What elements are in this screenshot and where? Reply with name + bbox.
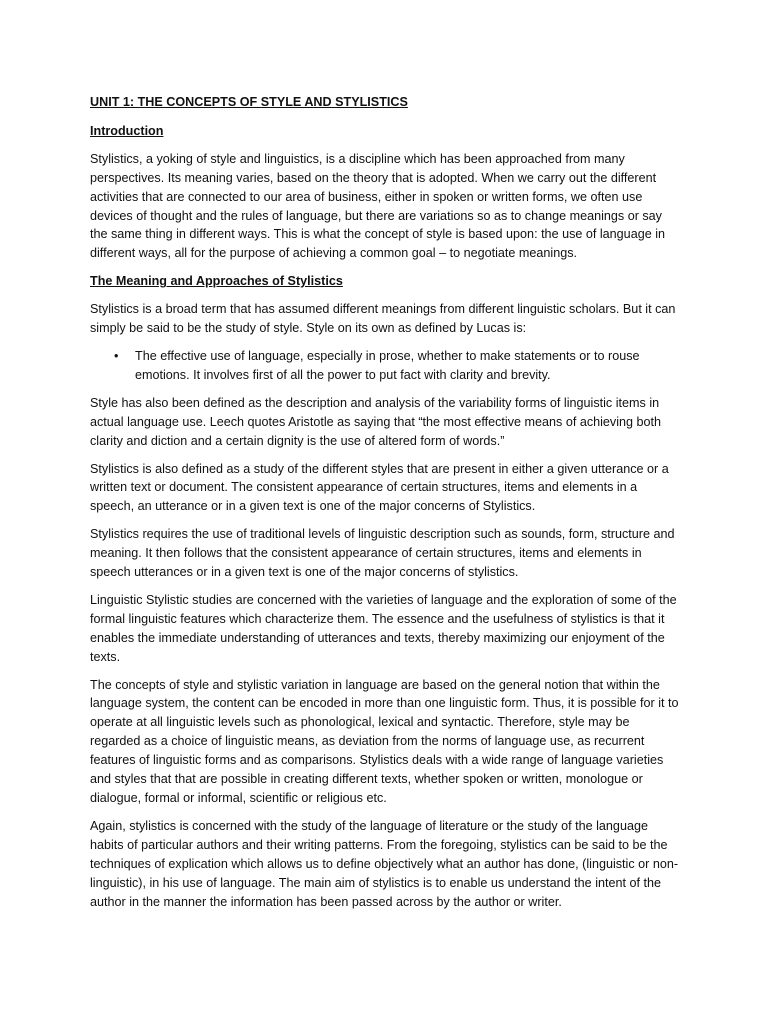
language-of-literature-paragraph: Again, stylistics is concerned with the study of the language of literature or the study of the language habits of particular authors and their writing patterns. From the foregoing, stylistics can be said to be the techniques of explication which allows us to define objectively what an author has done, (linguistic or non-linguistic), in his use of language. The main aim of stylistics is to enable us understand the intent of the author in the manner the information has been passed across by the author or writer. bbox=[90, 818, 679, 909]
style-definition-paragraph: Style has also been defined as the description and analysis of the variability forms of linguistic items in actual language use. Leech quotes Aristotle as saying that “the most effective means of achieving both clarity and diction and a certain dignity is the use of altered form of words.” bbox=[90, 395, 662, 448]
bullet-icon: • bbox=[114, 348, 119, 363]
linguistic-levels-paragraph: Stylistics requires the use of traditional levels of linguistic description such as sounds, form, structure and meaning. It then follows that the consistent appearance of certain structures, items and elements in speech utterances or in a given text is one of the major concerns of stylistics. bbox=[90, 527, 675, 580]
meaning-intro-paragraph: Stylistics is a broad term that has assumed different meanings from different linguistic scholars. But it can simply be said to be the study of style. Style on its own as defined by Lucas is: bbox=[90, 302, 676, 336]
bullet-item-text: The effective use of language, especially in prose, whether to make statements or to rouse emotions. It involves first of all the power to put fact with clarity and brevity. bbox=[135, 348, 640, 382]
introduction-paragraph: Stylistics, a yoking of style and linguistics, is a discipline which has been approached from many perspectives. Its meaning varies, based on the theory that is adopted. When we carry out the different activities that are connected to our area of business, either in spoken or written forms, we often use devices of thought and the rules of language, but there are variations so as to change meanings or say the same thing in different ways. This is what the concept of style is based upon: the use of language in different ways, all for the purpose of achieving a common goal – to negotiate meanings. bbox=[90, 151, 666, 261]
introduction-heading: Introduction bbox=[90, 123, 164, 138]
stylistics-study-paragraph: Stylistics is also defined as a study of the different styles that are present in either a given utterance or a written text or document. The consistent appearance of certain structures, items and elements in a speech, an utterance or in a given text is one of the major concerns of Stylistics. bbox=[90, 461, 669, 514]
bullet-list-item bbox=[114, 347, 682, 385]
stylistic-variation-paragraph: The concepts of style and stylistic variation in language are based on the general notion that within the language system, the content can be encoded in more than one linguistic form. Thus, it is possible for it to operate at all linguistic levels such as phonological, lexical and syntactic. Therefore, style may be regarded as a choice of linguistic means, as deviation from the norms of language use, as recurrent features of linguistic forms and as comparisons. Stylistics deals with a wide range of language varieties and styles that that are possible in creating different texts, whether spoken or written, monologue or dialogue, formal or informal, scientific or religious etc. bbox=[90, 677, 679, 805]
document-page bbox=[90, 93, 682, 920]
unit-title: UNIT 1: THE CONCEPTS OF STYLE AND STYLISTICS bbox=[90, 95, 408, 109]
linguistic-stylistic-studies-paragraph: Linguistic Stylistic studies are concerned with the varieties of language and the exploration of some of the formal linguistic features which characterize them. The essence and the usefulness of stylistics is that it enables the immediate understanding of utterances and texts, thereby maximizing our enjoyment of the texts. bbox=[90, 592, 677, 664]
meaning-section-heading: The Meaning and Approaches of Stylistics bbox=[90, 274, 343, 289]
definition-bullet-list bbox=[90, 347, 682, 385]
